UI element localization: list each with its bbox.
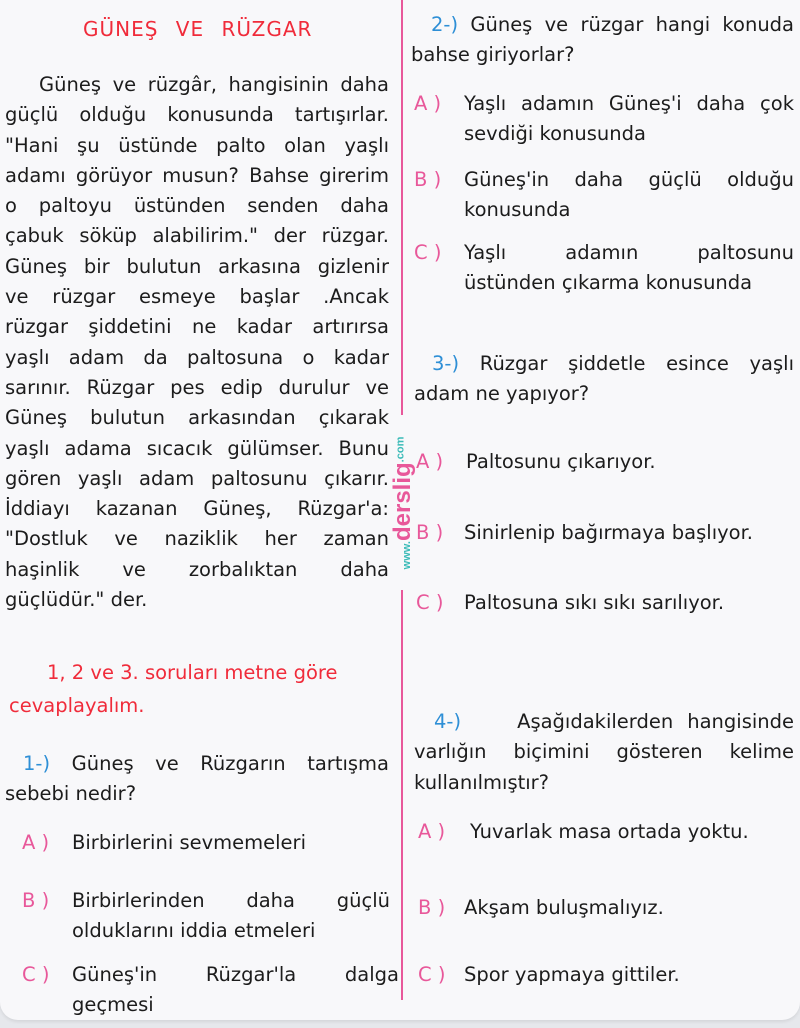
option-letter: A ) xyxy=(416,450,444,473)
story-line: "Hani şu üstünde palto olan yaşlı xyxy=(5,133,389,157)
question-2-option-c[interactable] xyxy=(414,238,794,299)
question-3 xyxy=(414,349,794,410)
option-text: Güneş'in Rüzgar'la dalga xyxy=(72,963,399,986)
option-text: Paltosunu çıkarıyor. xyxy=(466,450,656,473)
story-line: Güneş bir bulutun arkasına gizlenir xyxy=(5,254,389,278)
story-line: İddiayı kazanan Güneş, Rüzgar'a: xyxy=(5,497,389,521)
question-4-option-b[interactable] xyxy=(418,893,794,923)
question-text: varlığın biçimini gösteren kelime xyxy=(414,740,794,764)
question-text: kullanılmıştır? xyxy=(414,770,550,794)
story-line: "Dostluk ve naziklik her zaman xyxy=(5,527,389,551)
question-1-option-c[interactable] xyxy=(22,960,399,1020)
question-number: 2-) xyxy=(431,13,459,36)
watermark-prefix: www. xyxy=(401,540,413,569)
watermark-name: derslig xyxy=(389,461,416,541)
option-text: konusunda xyxy=(464,198,571,222)
option-text: Yaşlı adamın paltosunu xyxy=(464,241,794,264)
option-letter: A ) xyxy=(22,831,50,854)
question-text: sebebi nedir? xyxy=(5,782,137,806)
question-3-option-a[interactable] xyxy=(416,447,794,477)
story-title: GÜNEŞ VE RÜZGAR xyxy=(83,17,313,41)
option-text: Sinirlenip bağırmaya başlıyor. xyxy=(464,521,754,544)
question-4 xyxy=(414,707,794,798)
story-line: o paltoyu üstünden senden daha xyxy=(5,194,389,218)
option-text: Güneş'in daha güçlü olduğu xyxy=(464,168,794,191)
story-line: yaşlı adama sıcacık gülümser. Bunu xyxy=(5,436,389,460)
watermark xyxy=(385,420,421,585)
question-4-option-a[interactable] xyxy=(418,817,794,847)
option-text: sevdiği konusunda xyxy=(464,122,646,146)
question-text: Güneş ve Rüzgarın tartışma xyxy=(71,752,389,775)
question-2-option-a[interactable] xyxy=(414,89,794,150)
story-line: yaşlı adam da paltosuna o kadar xyxy=(5,345,389,369)
question-text: Rüzgar şiddetle esince yaşlı xyxy=(479,352,794,375)
option-text: Yuvarlak masa ortada yoktu. xyxy=(470,820,749,843)
option-letter: C ) xyxy=(414,241,442,264)
question-text: adam ne yapıyor? xyxy=(414,382,590,406)
option-letter: A ) xyxy=(414,92,442,115)
story-line: çabuk söküp alabilirim." der rüzgar. xyxy=(5,224,389,248)
story-line: gören yaşlı adam paltosunu çıkarır. xyxy=(5,466,389,490)
question-1 xyxy=(5,749,389,810)
story-line: güçlüdür." der. xyxy=(5,588,148,612)
question-2-line-1 xyxy=(411,10,794,40)
option-letter: C ) xyxy=(22,963,50,986)
option-text: üstünden çıkarma konusunda xyxy=(464,271,753,295)
option-letter: A ) xyxy=(418,820,446,843)
option-text: Birbirlerini sevmemeleri xyxy=(72,831,306,854)
option-text: Yaşlı adamın Güneş'i daha çok xyxy=(464,92,794,115)
question-2-option-b[interactable] xyxy=(414,165,794,226)
question-1-option-a[interactable] xyxy=(22,828,390,858)
option-text: Spor yapmaya gittiler. xyxy=(464,963,680,986)
question-number: 3-) xyxy=(432,352,460,375)
question-number: 1-) xyxy=(23,752,51,775)
instruction-line-1: 1, 2 ve 3. soruları metne göre xyxy=(47,661,338,684)
option-letter: B ) xyxy=(416,521,444,544)
option-text: Birbirlerinden daha güçlü xyxy=(72,889,390,912)
option-text: Akşam buluşmalıyız. xyxy=(464,896,664,919)
question-1-line-1 xyxy=(5,749,389,779)
question-3-line-1 xyxy=(414,349,794,379)
question-4-line-1 xyxy=(414,707,794,737)
option-letter: C ) xyxy=(418,963,446,986)
option-letter: B ) xyxy=(22,889,50,912)
question-text: Güneş ve rüzgar hangi konuda xyxy=(470,13,795,36)
story-line: sarınır. Rüzgar pes edip durulur ve xyxy=(5,375,389,399)
question-3-option-b[interactable] xyxy=(416,518,794,548)
story-line: rüzgar şiddetini ne kadar artırırsa xyxy=(5,315,389,339)
story-line: ve rüzgar esmeye başlar .Ancak xyxy=(5,285,389,309)
option-letter: B ) xyxy=(414,168,442,191)
instruction-line-2: cevaplayalım. xyxy=(9,694,145,717)
story-line: Güneş ve rüzgâr, hangisinin daha xyxy=(39,73,389,96)
story-line: Güneş bulutun arkasından çıkarak xyxy=(5,406,389,430)
story-line: güçlü olduğu konusunda tartışırlar. xyxy=(5,103,389,127)
option-letter: B ) xyxy=(418,896,446,919)
question-number: 4-) xyxy=(434,710,462,733)
story-text xyxy=(5,70,389,615)
option-letter: C ) xyxy=(416,591,444,614)
option-text: Paltosuna sıkı sıkı sarılıyor. xyxy=(464,591,725,614)
option-text: olduklarını iddia etmeleri xyxy=(72,919,316,943)
question-text: bahse giriyorlar? xyxy=(411,43,575,67)
story-line: haşinlik ve zorbalıktan daha xyxy=(5,557,389,581)
story-line: adamı görüyor musun? Bahse girerim xyxy=(5,163,389,187)
question-text: Aşağıdakilerden hangisinde xyxy=(517,710,794,733)
question-1-option-b[interactable] xyxy=(22,886,390,947)
question-4-option-c[interactable] xyxy=(418,960,794,990)
option-text: geçmesi xyxy=(72,993,154,1017)
question-2 xyxy=(411,10,794,71)
watermark-suffix: .com xyxy=(394,436,407,462)
question-3-option-c[interactable] xyxy=(416,588,794,618)
